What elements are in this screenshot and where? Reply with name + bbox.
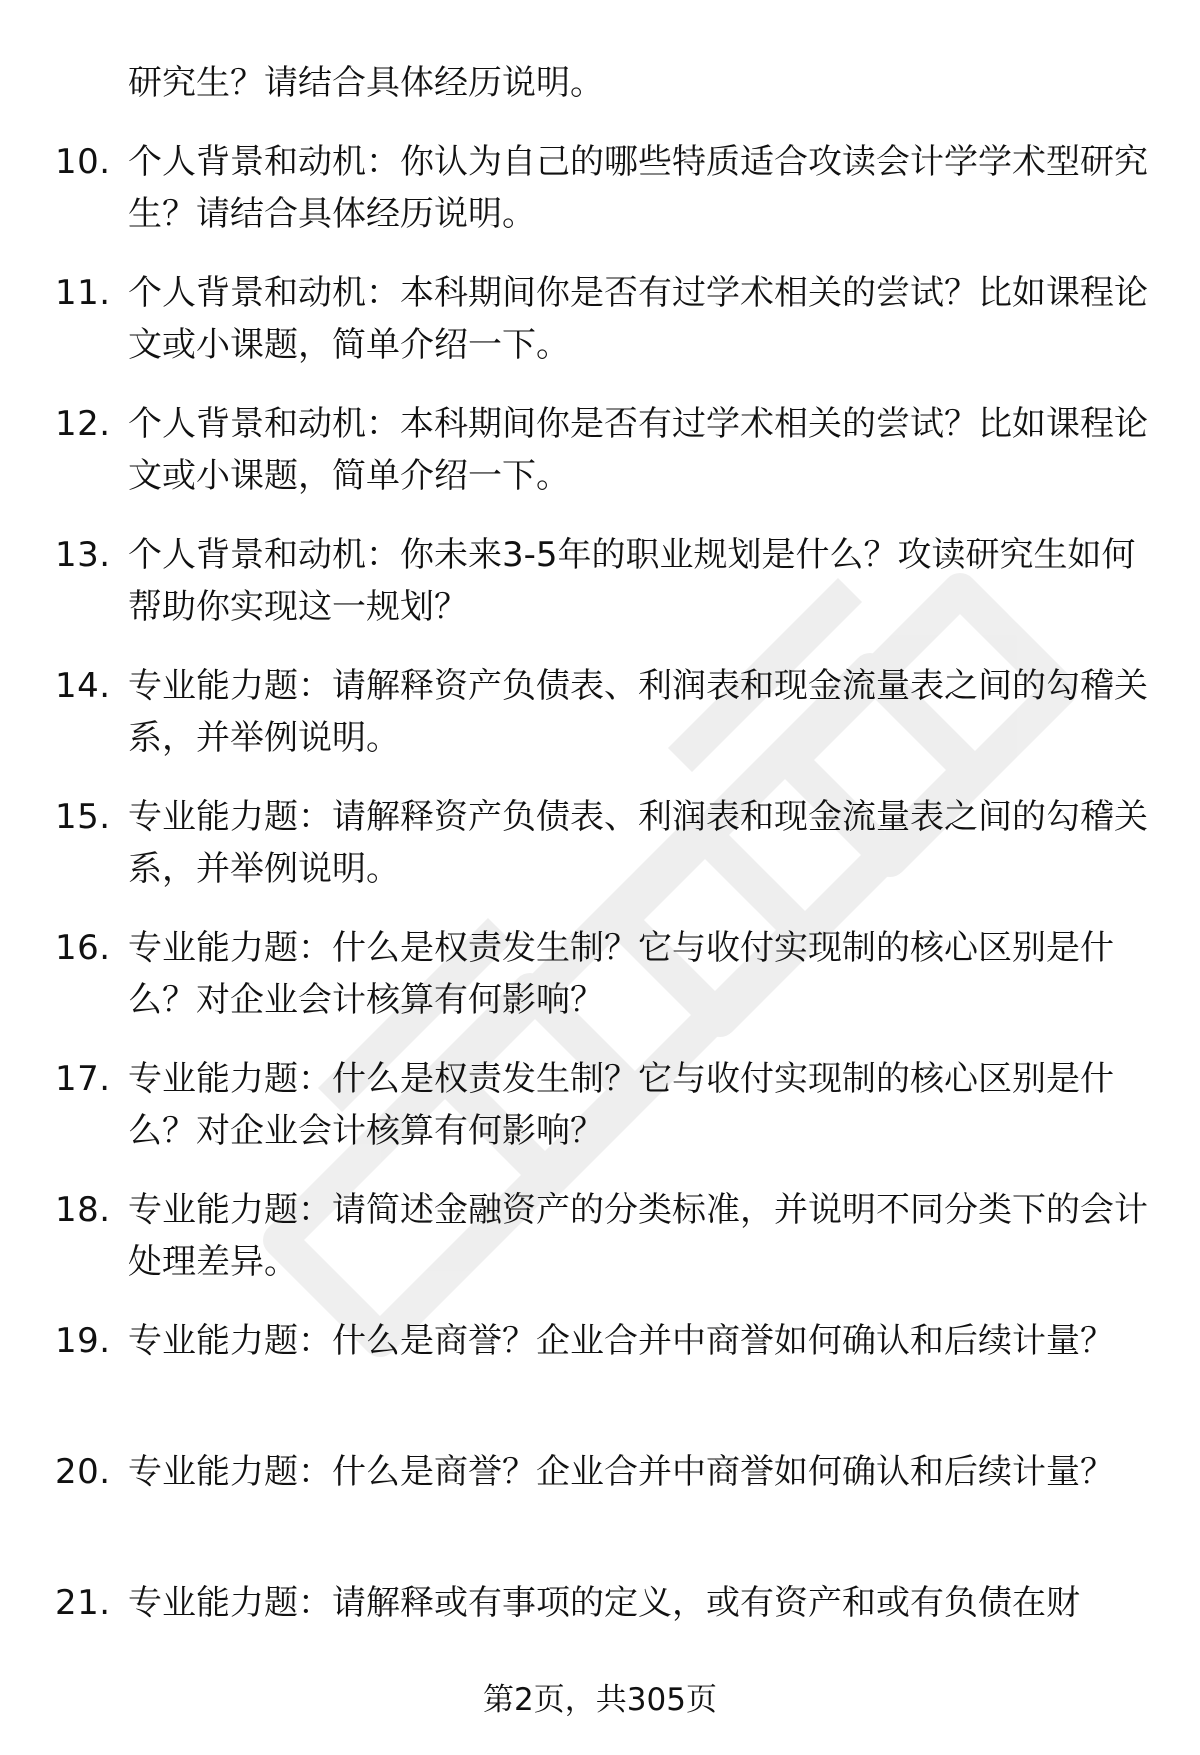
item-number: 14.: [55, 666, 111, 706]
list-item: [0, 922, 1200, 1026]
item-text: 专业能力题：请解释资产负债表、利润表和现金流量表之间的勾稽关系，并举例说明。: [128, 797, 1148, 889]
list-item: [0, 791, 1200, 895]
item-number: 21.: [55, 1583, 111, 1623]
list-item: [0, 136, 1200, 240]
item-number: 15.: [55, 797, 111, 837]
item-number: 18.: [55, 1190, 111, 1230]
item-text: 专业能力题：什么是商誉？企业合并中商誉如何确认和后续计量？: [128, 1321, 1114, 1361]
item-text: 个人背景和动机：本科期间你是否有过学术相关的尝试？比如课程论文或小课题，简单介绍一下。: [128, 273, 1148, 365]
list-item: [0, 1184, 1200, 1288]
list-item: [0, 267, 1200, 371]
page-footer: 第2页，共305页: [483, 1682, 717, 1718]
list-item: [0, 1053, 1200, 1157]
list-item: [0, 1446, 1200, 1550]
list-item: [0, 1315, 1200, 1419]
item-number: 20.: [55, 1452, 111, 1492]
item-number: 11.: [55, 273, 111, 313]
item-number: 16.: [55, 928, 111, 968]
item-text: 专业能力题：请解释或有事项的定义，或有资产和或有负债在财: [128, 1583, 1080, 1623]
item-text: 个人背景和动机：你未来3-5年的职业规划是什么？攻读研究生如何帮助你实现这一规划？: [128, 535, 1136, 627]
item-text: 专业能力题：请解释资产负债表、利润表和现金流量表之间的勾稽关系，并举例说明。: [128, 666, 1148, 758]
item-number: 12.: [55, 404, 111, 444]
item-text: 专业能力题：请简述金融资产的分类标准，并说明不同分类下的会计处理差异。: [128, 1190, 1148, 1282]
item-number: 17.: [55, 1059, 111, 1099]
item-text: 研究生？请结合具体经历说明。: [128, 63, 604, 103]
question-list: [0, 57, 1200, 1656]
item-text: 专业能力题：什么是权责发生制？它与收付实现制的核心区别是什么？对企业会计核算有何影响？: [128, 1059, 1114, 1151]
list-item: [0, 1577, 1200, 1629]
list-item: [0, 398, 1200, 502]
item-text: 个人背景和动机：本科期间你是否有过学术相关的尝试？比如课程论文或小课题，简单介绍一下。: [128, 404, 1148, 496]
item-number: 19.: [55, 1321, 111, 1361]
list-item: [0, 57, 1200, 109]
item-text: 个人背景和动机：你认为自己的哪些特质适合攻读会计学学术型研究生？请结合具体经历说明。: [128, 142, 1148, 234]
list-item: [0, 660, 1200, 764]
item-text: 专业能力题：什么是商誉？企业合并中商誉如何确认和后续计量？: [128, 1452, 1114, 1492]
list-item: [0, 529, 1200, 633]
item-number: 10.: [55, 142, 111, 182]
item-text: 专业能力题：什么是权责发生制？它与收付实现制的核心区别是什么？对企业会计核算有何影响？: [128, 928, 1114, 1020]
item-number: 13.: [55, 535, 111, 575]
